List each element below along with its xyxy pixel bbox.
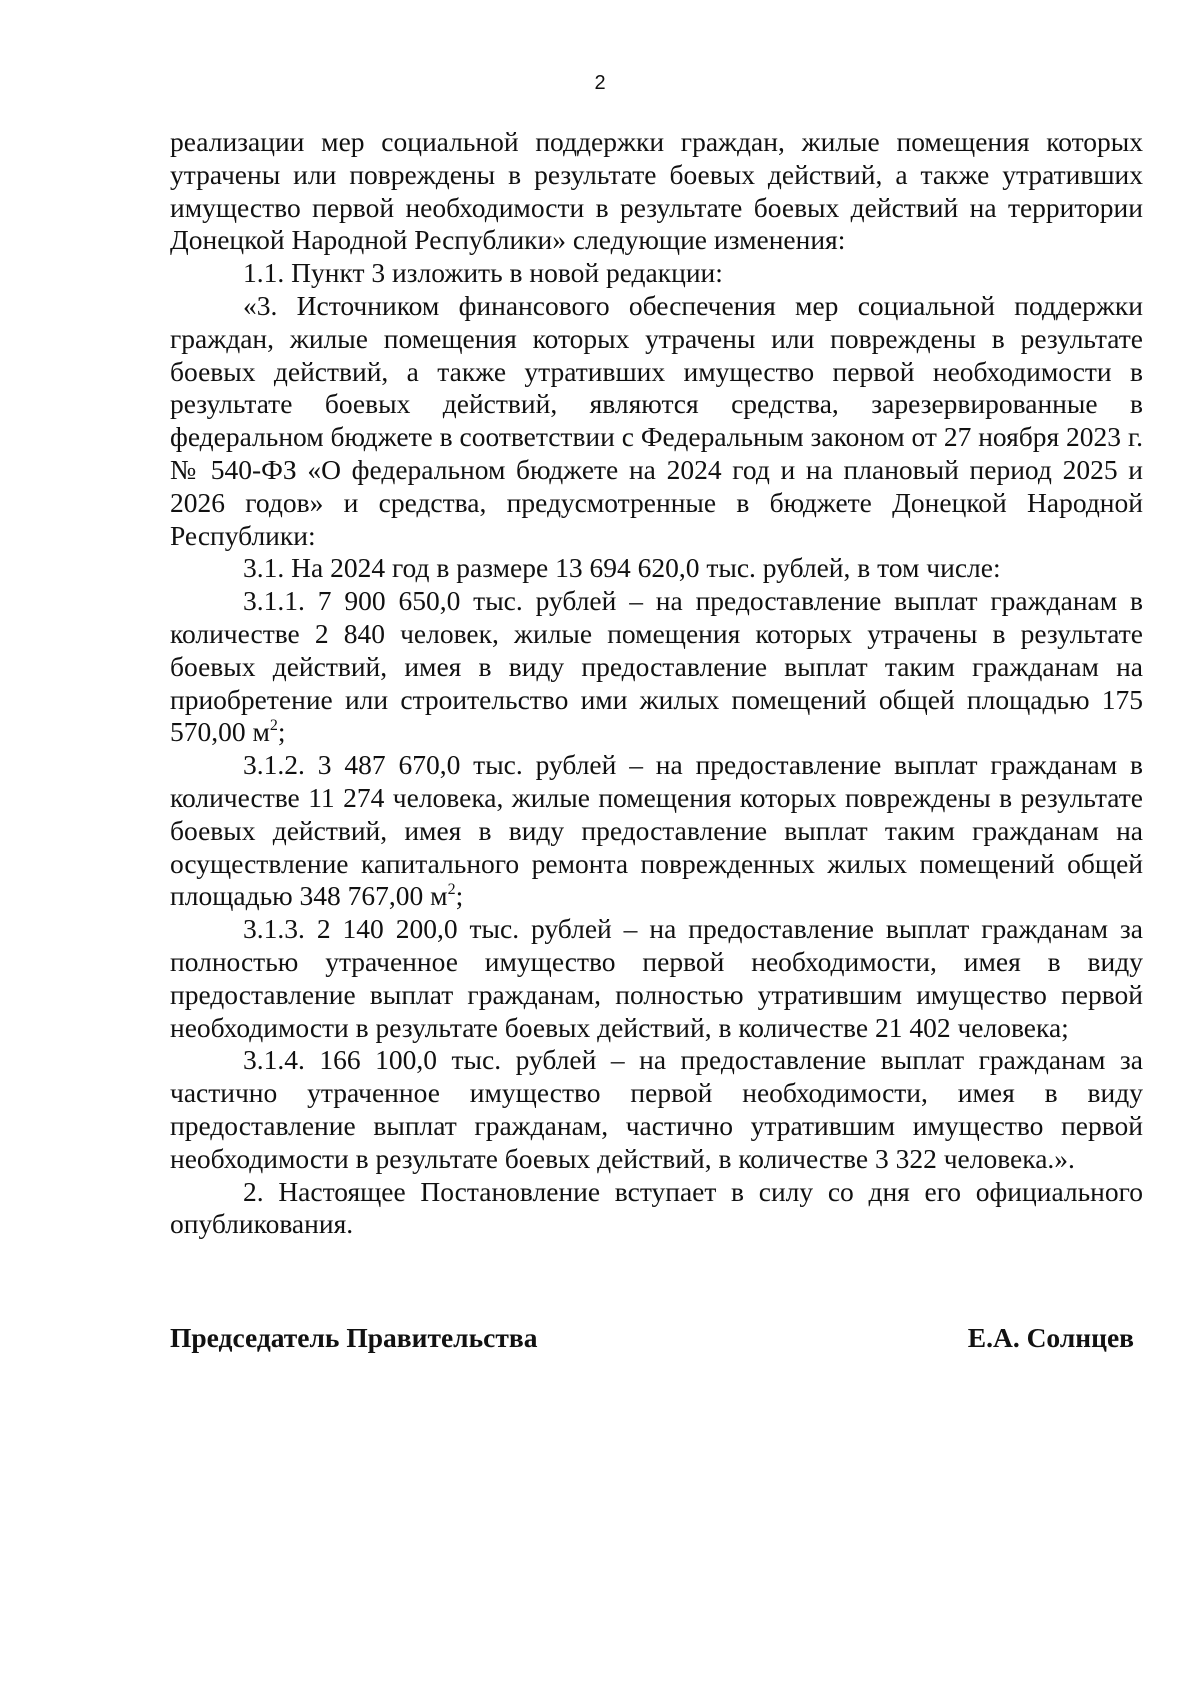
paragraph-intro: реализации мер социальной поддержки граждан, жилые помещения которых утрачены или повреждены в результате боевых действий, а также утративших имущество первой необходимости в результате боевых действий на территории Донецкой Народной Республики» следующие изменения:: [170, 126, 1143, 256]
paragraph-3-1-3: 3.1.3. 2 140 200,0 тыс. рублей – на предоставление выплат гражданам за полностью утраченное имущество первой необходимости, имея в виду предоставление выплат гражданам, полностью утратившим имущество первой необходимости в результате боевых действий, в количестве 21 402 человека;: [170, 913, 1143, 1043]
paragraph-3-1-2-text: 3.1.2. 3 487 670,0 тыс. рублей – на предоставление выплат гражданам в количестве 11 274 человека, жилые помещения которых повреждены в результате боевых действий, имея в виду предоставление выплат таким гражданам на осуществление капитального ремонта поврежденных жилых помещений общей площадью 348 767,00 м: [170, 749, 1143, 912]
paragraph-point-3: «3. Источником финансового обеспечения мер социальной поддержки граждан, жилые помещения которых утрачены или повреждены в результате боевых действий, а также утративших имущество первой необходимости в результате боевых действий, являются средства, зарезервированные в федеральном бюджете в соответствии с Федеральным законом от 27 ноября 2023 г. № 540-ФЗ «О федеральном бюджете на 2024 год и на плановый период 2025 и 2026 годов» и средства, предусмотренные в бюджете Донецкой Народной Республики:: [170, 289, 1143, 551]
paragraph-3-1-2: [170, 749, 1143, 913]
paragraph-3-1: 3.1. На 2024 год в размере 13 694 620,0 тыс. рублей, в том числе:: [243, 552, 1001, 584]
paragraph-1-1: 1.1. Пункт 3 изложить в новой редакции:: [243, 257, 723, 289]
square-meter-superscript: 2: [447, 881, 456, 899]
signatory-name: Е.А. Солнцев: [967, 1322, 1134, 1353]
paragraph-3-1-4: 3.1.4. 166 100,0 тыс. рублей – на предоставление выплат гражданам за частично утраченное имущество первой необходимости, имея в виду предоставление выплат гражданам, частично утратившим имущество первой необходимости в результате боевых действий, в количестве 3 322 человека.».: [170, 1044, 1143, 1174]
paragraph-3-1-1-text: 3.1.1. 7 900 650,0 тыс. рублей – на предоставление выплат гражданам в количестве 2 840 человек, жилые помещения которых утрачены в результате боевых действий, имея в виду предоставление выплат таким гражданам на приобретение или строительство ими жилых помещений общей площадью 175 570,00 м: [170, 585, 1143, 748]
square-meter-superscript: 2: [269, 717, 278, 735]
paragraph-3-1-1-end: ;: [277, 716, 286, 748]
paragraph-3-1-1: [170, 585, 1143, 749]
signatory-position: Председатель Правительства: [170, 1322, 538, 1353]
page-number: 2: [594, 72, 606, 94]
document-body: [170, 126, 1143, 1241]
signature-block: [170, 1322, 1134, 1354]
paragraph-3-1-2-end: ;: [455, 880, 464, 912]
paragraph-2-effective: 2. Настоящее Постановление вступает в силу со дня его официального опубликования.: [170, 1175, 1143, 1240]
